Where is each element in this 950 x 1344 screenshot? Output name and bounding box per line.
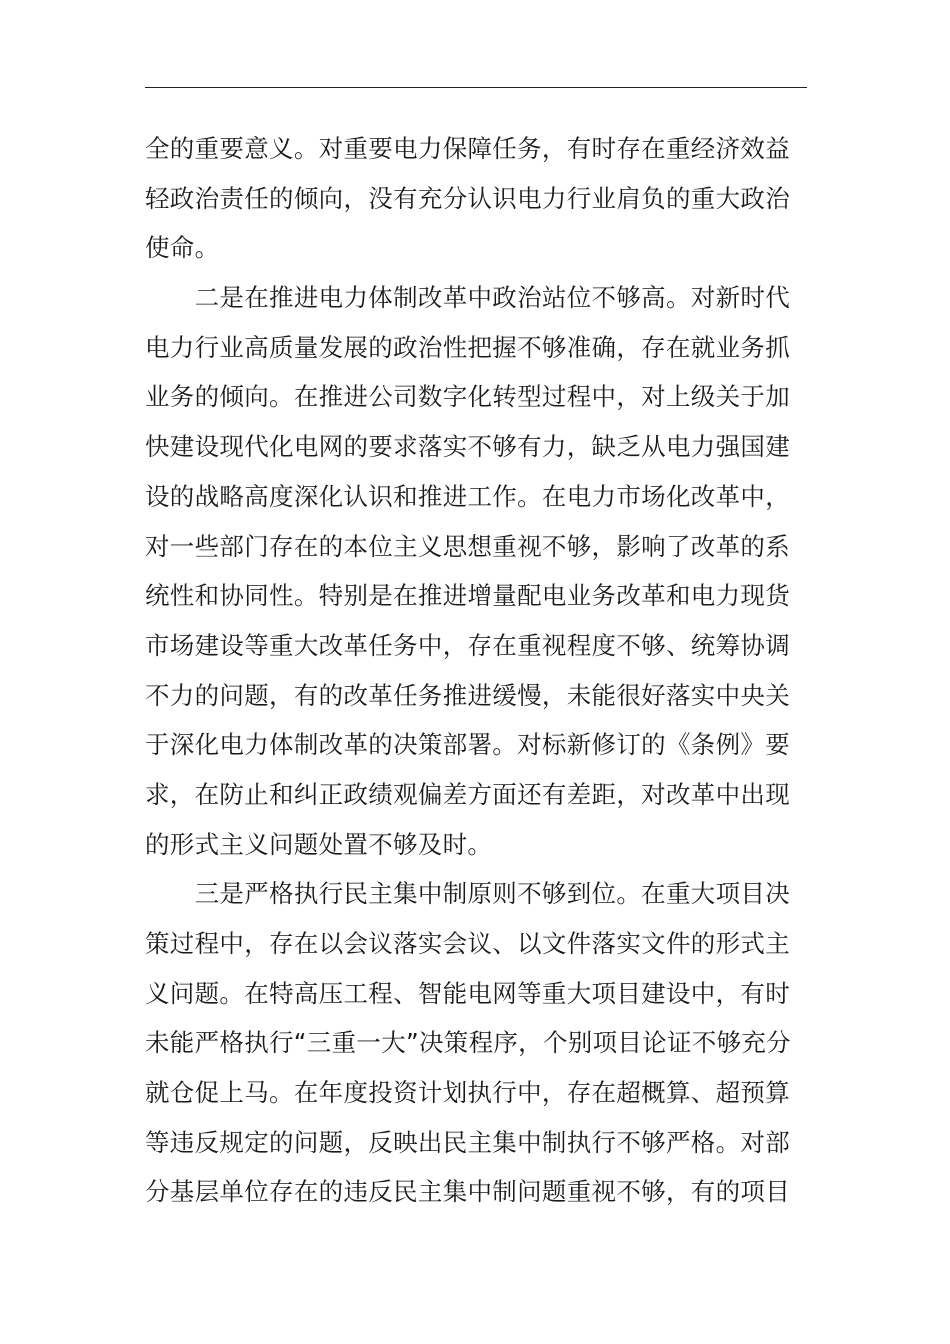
text-line: 使命。 xyxy=(145,233,220,263)
text-line: 电力行业高质量发展的政治性把握不够准确，存在就业务抓 xyxy=(145,332,790,362)
paragraph-3 xyxy=(145,869,790,1217)
paragraph-1 xyxy=(145,124,790,273)
text-line: 统性和协同性。特别是在推进增量配电业务改革和电力现货 xyxy=(145,581,790,611)
text-line: 不力的问题，有的改革任务推进缓慢，未能很好落实中央关 xyxy=(145,680,790,710)
text-line: 对一些部门存在的本位主义思想重视不够，影响了改革的系 xyxy=(145,531,790,561)
text-line: 轻政治责任的倾向，没有充分认识电力行业肩负的重大政治 xyxy=(145,183,790,213)
document-body xyxy=(145,124,790,1217)
text-line: 的形式主义问题处置不够及时。 xyxy=(145,829,493,859)
header-rule xyxy=(145,87,807,88)
text-line: 分基层单位存在的违反民主集中制问题重视不够，有的项目 xyxy=(145,1177,790,1207)
text-line: 于深化电力体制改革的决策部署。对标新修订的《条例》要 xyxy=(145,730,790,760)
text-line: 业务的倾向。在推进公司数字化转型过程中，对上级关于加 xyxy=(145,382,790,412)
text-line: 求，在防止和纠正政绩观偏差方面还有差距，对改革中出现 xyxy=(145,779,790,809)
text-line: 二是在推进电力体制改革中政治站位不够高。对新时代 xyxy=(145,283,790,313)
paragraph-2 xyxy=(145,273,790,869)
text-line: 三是严格执行民主集中制原则不够到位。在重大项目决 xyxy=(145,879,790,909)
text-line: 全的重要意义。对重要电力保障任务，有时存在重经济效益 xyxy=(145,134,790,163)
text-line: 快建设现代化电网的要求落实不够有力，缺乏从电力强国建 xyxy=(145,432,790,462)
text-line: 市场建设等重大改革任务中，存在重视程度不够、统筹协调 xyxy=(145,630,790,660)
text-line: 未能严格执行“三重一大”决策程序，个别项目论证不够充分 xyxy=(145,1028,791,1058)
text-line: 设的战略高度深化认识和推进工作。在电力市场化改革中， xyxy=(145,481,790,511)
text-line: 策过程中，存在以会议落实会议、以文件落实文件的形式主 xyxy=(145,929,790,958)
text-line: 就仓促上马。在年度投资计划执行中，存在超概算、超预算 xyxy=(145,1078,790,1108)
text-line: 义问题。在特高压工程、智能电网等重大项目建设中，有时 xyxy=(145,978,790,1008)
text-line: 等违反规定的问题，反映出民主集中制执行不够严格。对部 xyxy=(145,1127,790,1157)
